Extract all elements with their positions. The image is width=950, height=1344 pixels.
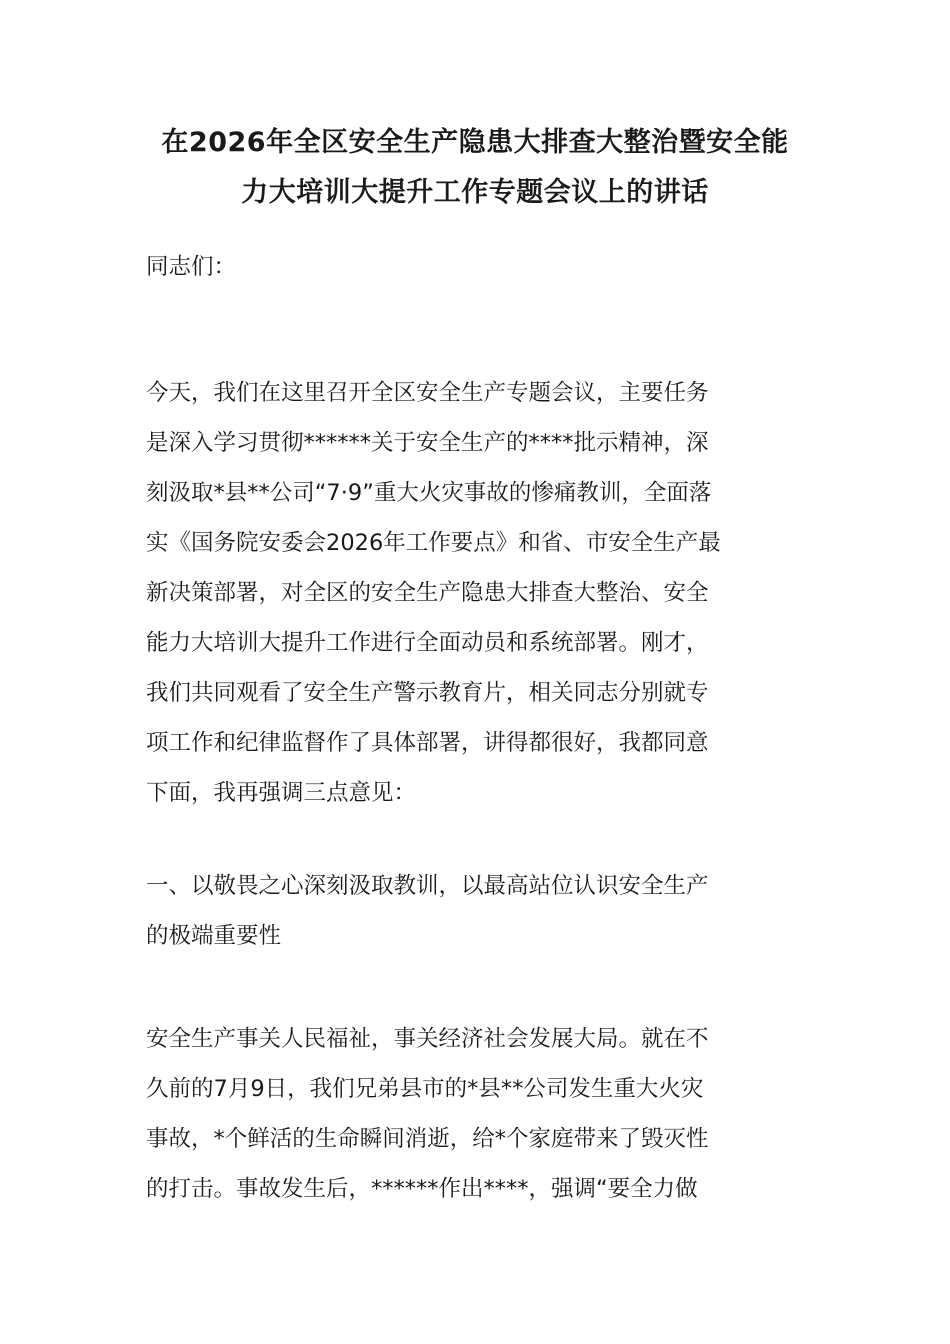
paragraph-intro xyxy=(146,368,806,818)
paragraph-line: 久前的7月9日，我们兄弟县市的*县**公司发生重大火灾 xyxy=(146,1076,704,1102)
paragraph-line: 安全生产事关人民福祉，事关经济社会发展大局。就在不 xyxy=(146,1026,709,1052)
paragraph-line: 项工作和纪律监督作了具体部署，讲得都很好，我都同意 xyxy=(146,730,709,756)
paragraph-line: 事故，*个鲜活的生命瞬间消逝，给*个家庭带来了毁灭性 xyxy=(146,1126,709,1152)
paragraph-section-1 xyxy=(146,1014,806,1214)
paragraph-line: 刻汲取*县**公司“7·9”重大火灾事故的惨痛教训，全面落 xyxy=(146,480,712,506)
document-title xyxy=(140,118,810,218)
paragraph-line: 新决策部署，对全区的安全生产隐患大排查大整治、安全 xyxy=(146,580,709,606)
paragraph-line: 是深入学习贯彻******关于安全生产的****批示精神，深 xyxy=(146,430,709,456)
heading-line: 一、以敬畏之心深刻汲取教训，以最高站位认识安全生产 xyxy=(146,873,709,899)
title-line: 在2026年全区安全生产隐患大排查大整治暨安全能 xyxy=(161,127,789,158)
paragraph-line: 下面，我再强调三点意见： xyxy=(146,780,417,806)
paragraph-line: 能力大培训大提升工作进行全面动员和系统部署。刚才， xyxy=(146,630,709,656)
paragraph-line: 的打击。事故发生后，******作出****，强调“要全力做 xyxy=(146,1176,698,1202)
heading-line: 的极端重要性 xyxy=(146,923,282,949)
title-line: 力大培训大提升工作专题会议上的讲话 xyxy=(241,177,709,208)
paragraph-line: 今天，我们在这里召开全区安全生产专题会议，主要任务 xyxy=(146,380,709,406)
greeting-text: 同志们： xyxy=(146,254,237,280)
greeting xyxy=(146,242,806,292)
paragraph-line: 实《国务院安委会2026年工作要点》和省、市安全生产最 xyxy=(146,530,721,556)
section-heading-1 xyxy=(146,861,806,961)
paragraph-line: 我们共同观看了安全生产警示教育片，相关同志分别就专 xyxy=(146,680,709,706)
